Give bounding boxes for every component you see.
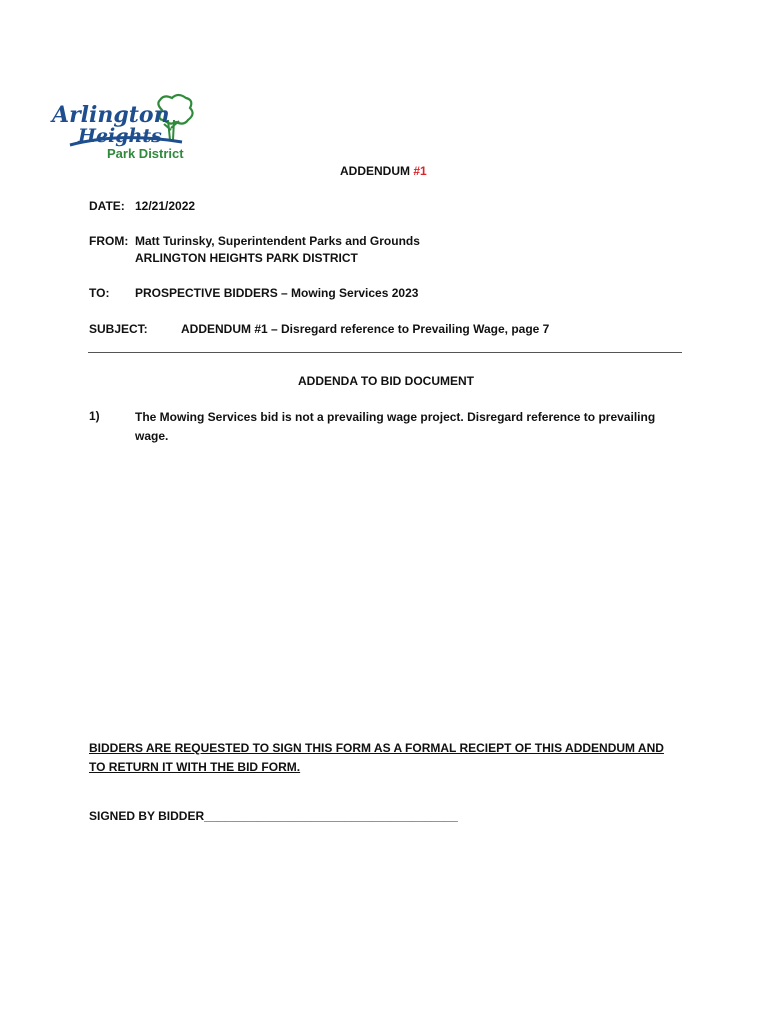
from-organization: ARLINGTON HEIGHTS PARK DISTRICT bbox=[135, 251, 358, 265]
subject-value: ADDENDUM #1 – Disregard reference to Prevailing Wage, page 7 bbox=[181, 322, 550, 336]
addendum-title: ADDENDUM #1 bbox=[340, 164, 427, 178]
addendum-number: #1 bbox=[413, 164, 427, 178]
item-text: The Mowing Services bid is not a prevailing wage project. Disregard reference to prevailing wage. bbox=[135, 410, 656, 443]
item-number: 1) bbox=[89, 409, 100, 423]
date-label: DATE: bbox=[89, 199, 125, 213]
sign-request-text: BIDDERS ARE REQUESTED TO SIGN THIS FORM AS A FORMAL RECIEPT OF THIS ADDENDUM AND TO RETURN IT WITH THE BID FORM. bbox=[89, 741, 664, 774]
date-value: 12/21/2022 bbox=[135, 199, 196, 213]
logo-line3: Park District bbox=[107, 146, 184, 161]
logo-line1: Arlington bbox=[52, 102, 170, 128]
signed-by-label: SIGNED BY BIDDER bbox=[89, 809, 205, 823]
from-label: FROM: bbox=[89, 234, 129, 248]
section-title: ADDENDA TO BID DOCUMENT bbox=[298, 374, 474, 388]
logo-line2: Heights bbox=[78, 125, 162, 147]
divider bbox=[88, 352, 682, 353]
park-district-logo bbox=[50, 90, 195, 165]
from-name: Matt Turinsky, Superintendent Parks and Grounds bbox=[135, 234, 420, 248]
signature-field[interactable]: ______________________________________ bbox=[204, 809, 458, 823]
to-value: PROSPECTIVE BIDDERS – Mowing Services 2023 bbox=[135, 286, 419, 300]
subject-label: SUBJECT: bbox=[89, 322, 148, 336]
to-label: TO: bbox=[89, 286, 110, 300]
signature-line bbox=[89, 809, 458, 823]
